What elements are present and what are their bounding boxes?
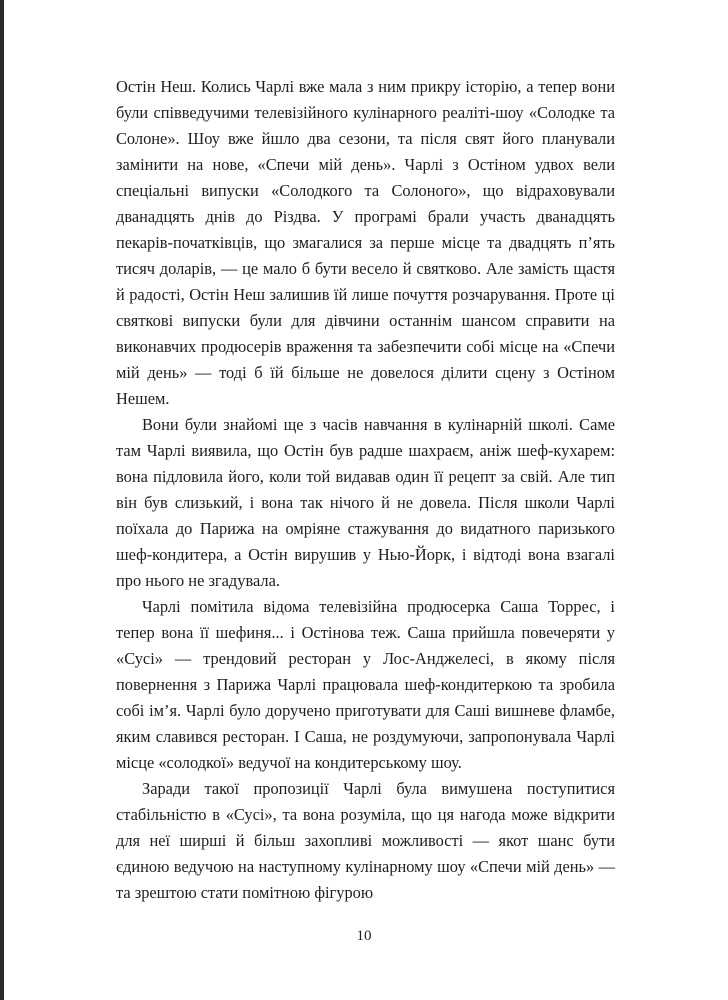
page-number: 10 xyxy=(356,928,372,944)
paragraph-2: Вони були знайомі ще з часів навчання в кулінарній школі. Саме там Чарлі виявила, що Остін був радше шахраєм, аніж шеф-кухарем: вона підловила його, коли той видавав один її рецепт за свій. Але тип він був слизький, і вона так нічого й не довела. Після школи Чарлі поїхала до Парижа на омріяне стажування до видатного паризького шеф-кондитера, а Остін вирушив у Нью-Йорк, і відтоді вона взагалі про нього не згадувала. xyxy=(116,415,615,590)
paragraph-4: Заради такої пропозиції Чарлі була вимушена поступитися стабільністю в «Сусі», та вона розуміла, що ця нагода може відкрити для неї ширші й більш захопливі можливості — якот шанс бути єдиною ведучою на наступному кулінарному шоу «Спечи мій день» — та зрештою стати помітною фігурою xyxy=(116,779,615,902)
paragraph-3: Чарлі помітила відома телевізійна продюсерка Саша Торрес, і тепер вона її шефиня... і Остінова теж. Саша прийшла повечеряти у «Сусі» — трендовий ресторан у Лос-Анджелесі, в якому після повернення з Парижа Чарлі працювала шеф-кондитеркою та зробила собі ім’я. Чарлі було доручено приготувати для Саші вишневе фламбе, яким славився ресторан. І Саша, не роздумуючи, запропонувала Чарлі місце «солодкої» ведучої на кондитерському шоу. xyxy=(116,597,615,772)
paragraph-1: Остін Неш. Колись Чарлі вже мала з ним прикру історію, а тепер вони були співведучими телевізійного кулінарного реаліті-шоу «Солодке та Солоне». Шоу вже йшло два сезони, та після свят його планували замінити на нове, «Спечи мій день». Чарлі з Остіном удвох вели спеціальні випуски «Солодкого та Солоного», що відраховували дванадцять днів до Різдва. У програмі брали участь дванадцять пекарів-початківців, що змагалися за перше місце та двадцять п’ять тисяч доларів, — це мало б бути весело й святково. Але замість щастя й радості, Остін Неш залишив їй лише почуття розчарування. Проте ці святкові випуски були для дівчини останнім шансом справити на виконавчих продюсерів враження та забезпечити собі місце на «Спечи мій день» — тоді б їй більше не довелося ділити сцену з Остіном Нешем. xyxy=(116,77,615,408)
page-edge xyxy=(0,0,4,1000)
body-text xyxy=(116,74,615,906)
